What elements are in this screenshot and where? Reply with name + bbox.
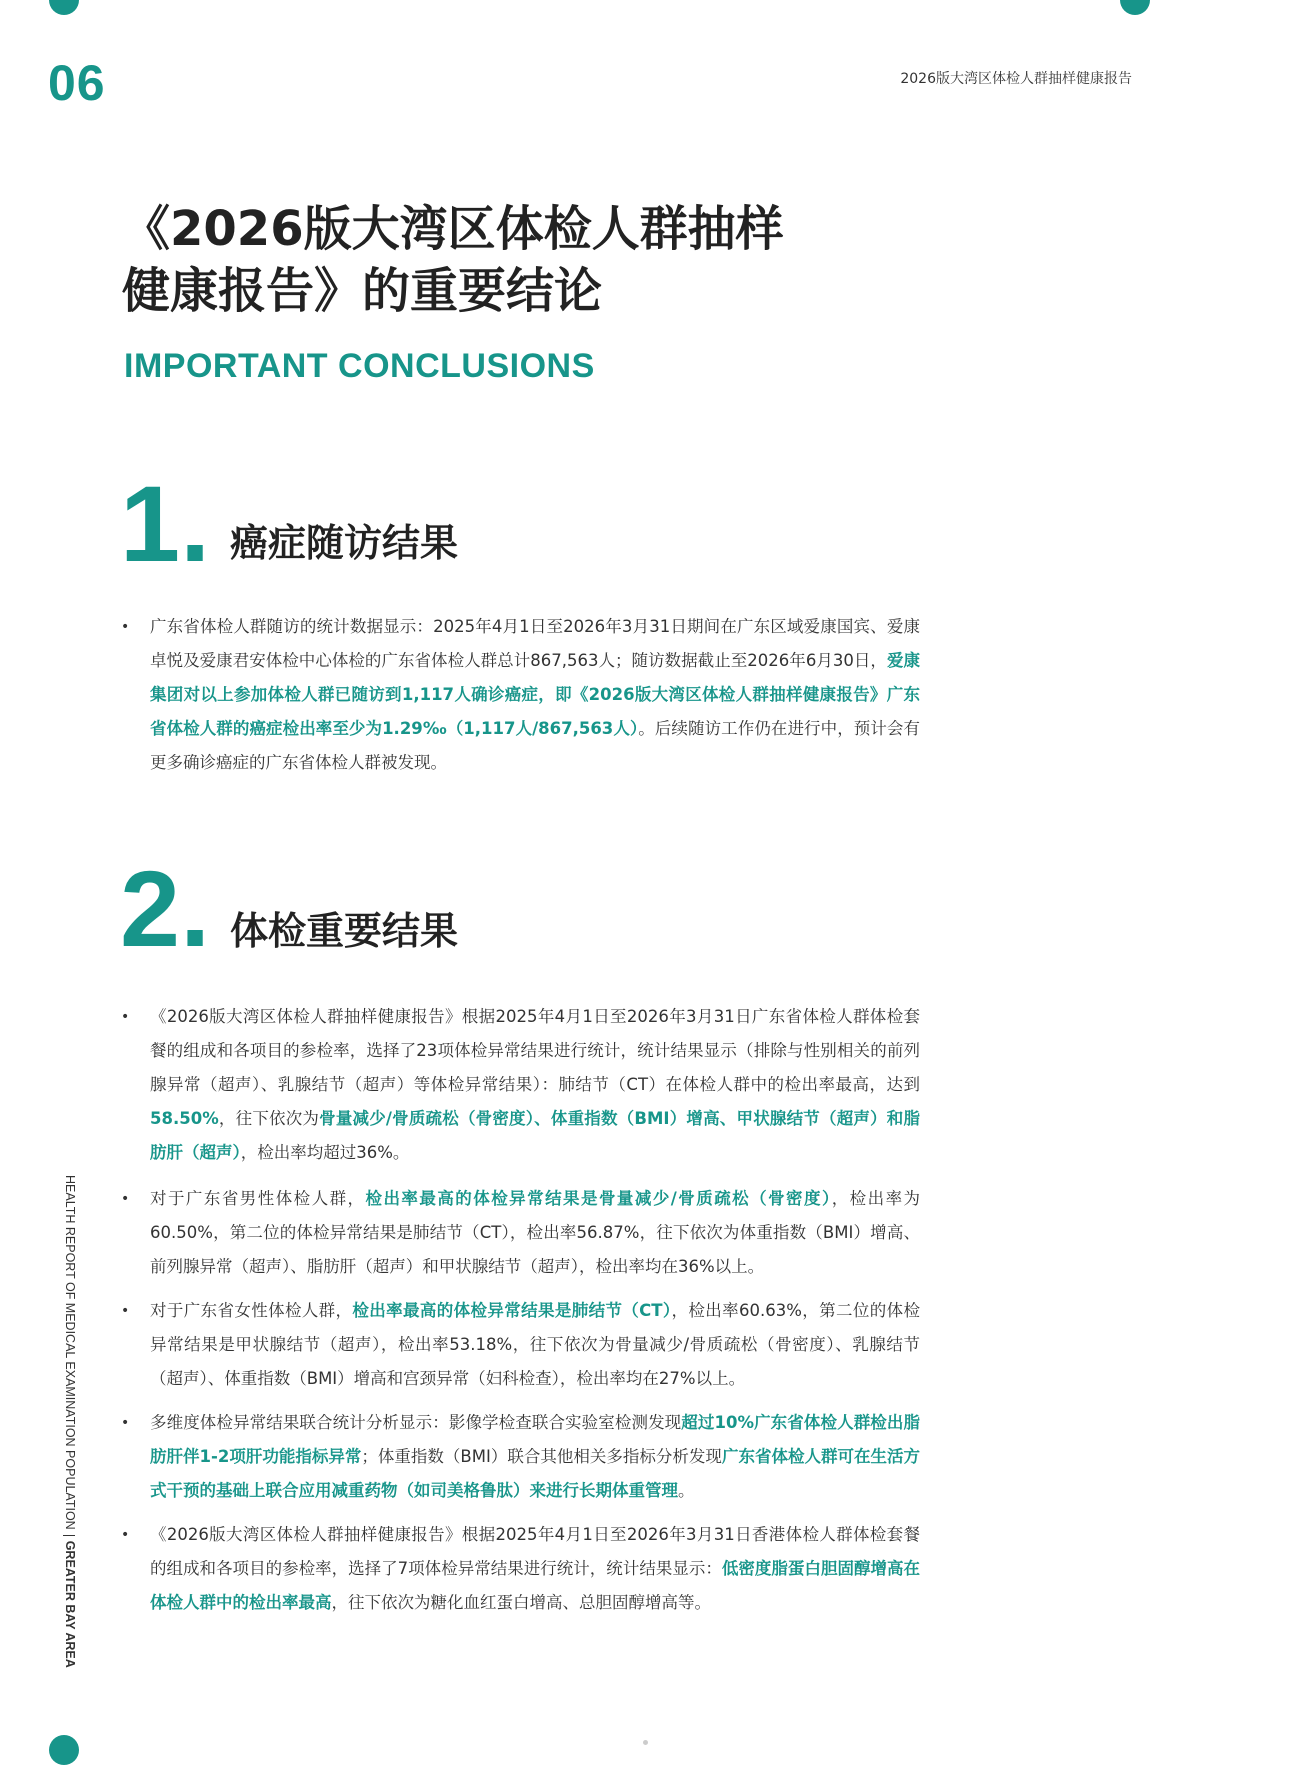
bullet-marker: • <box>121 1527 130 1543</box>
body-text: 对于广东省男性体检人群， <box>150 1189 366 1208</box>
bullet-item <box>120 610 920 780</box>
section-2-title: 体检重要结果 <box>230 909 459 953</box>
page-title <box>122 198 942 322</box>
bullet-item <box>120 1182 920 1284</box>
page-title-line-1: 《2026版大湾区体检人群抽样 <box>122 201 784 257</box>
body-text: 《2026版大湾区体检人群抽样健康报告》根据2025年4月1日至2026年3月31日广东省体检人群体检套餐的组成和各项目的参检率，选择了23项体检异常结果进行统计，统计结果显示（排除与性别相关的前列腺异常（超声）、乳腺结节（超声）等体检异常结果）：肺结节（CT）在体检人群中的检出率最高，达到 <box>150 1007 920 1094</box>
page-number: 06 <box>48 55 106 111</box>
body-text: ，往下依次为 <box>218 1109 320 1128</box>
side-label-divider <box>63 1535 75 1536</box>
footer-dot <box>643 1740 648 1745</box>
decorative-dot-top-left <box>49 0 79 15</box>
section-1-title: 癌症随访结果 <box>230 521 459 565</box>
highlighted-text: 超过10%广东省体检人群检出脂肪肝伴1-2项肝功能指标异常 <box>150 1413 921 1466</box>
highlighted-text: 58.50% <box>150 1109 219 1128</box>
section-1-bullet-list <box>120 610 920 780</box>
body-text: 。后续随访工作仍在进行中，预计会有更多确诊癌症的广东省体检人群被发现。 <box>150 719 921 772</box>
side-label-region: GREATER BAY AREA <box>63 1540 77 1668</box>
body-text: 多维度体检异常结果联合统计分析显示：影像学检查联合实验室检测发现 <box>150 1413 682 1432</box>
highlighted-text: 广东省体检人群可在生活方式干预的基础上联合应用减重药物（如司美格鲁肽）来进行长期体重管理 <box>150 1447 921 1500</box>
bullet-marker: • <box>121 1191 130 1207</box>
bullet-item <box>120 1294 920 1396</box>
section-2-bullet-list <box>120 1000 920 1620</box>
body-text: 《2026版大湾区体检人群抽样健康报告》根据2025年4月1日至2026年3月31日香港体检人群体检套餐的组成和各项目的参检率，选择了7项体检异常结果进行统计，统计结果显示： <box>150 1525 920 1578</box>
bullet-marker: • <box>121 619 130 635</box>
body-text: 对于广东省女性体检人群， <box>150 1301 353 1320</box>
section-2-number: 2. <box>120 848 211 969</box>
bullet-marker: • <box>121 1415 130 1431</box>
running-header: 2026版大湾区体检人群抽样健康报告 <box>900 71 1132 87</box>
page-subtitle: IMPORTANT CONCLUSIONS <box>124 347 595 385</box>
page-title-line-2: 健康报告》的重要结论 <box>122 263 603 319</box>
bullet-marker: • <box>121 1009 130 1025</box>
body-text: 。 <box>678 1481 695 1500</box>
highlighted-text: 爱康集团对以上参加体检人群已随访到1,117人确诊癌症，即《2026版大湾区体检人群抽样健康报告》广东省体检人群的癌症检出率至少为1.29‰（1,117人/867,563人） <box>150 651 920 738</box>
side-label-report: HEALTH REPORT OF MEDICAL EXAMINATION POPULATION <box>63 1175 77 1530</box>
bullet-item <box>120 1518 920 1620</box>
body-text: ，检出率为60.50%，第二位的体检异常结果是肺结节（CT），检出率56.87%，往下依次为体重指数（BMI）增高、前列腺异常（超声）、脂肪肝（超声）和甲状腺结节（超声），检出率均在36%以上。 <box>150 1189 921 1276</box>
body-text: ，往下依次为糖化血红蛋白增高、总胆固醇增高等。 <box>331 1593 711 1612</box>
section-1-number: 1. <box>120 463 211 584</box>
body-text: 广东省体检人群随访的统计数据显示：2025年4月1日至2026年3月31日期间在广东区域爱康国宾、爱康卓悦及爱康君安体检中心体检的广东省体检人群总计867,563人；随访数据截止至2026年6月30日， <box>150 617 920 670</box>
bullet-marker: • <box>121 1303 130 1319</box>
decorative-dot-top-right <box>1120 0 1150 15</box>
highlighted-text: 检出率最高的体检异常结果是肺结节（CT） <box>352 1301 672 1320</box>
highlighted-text: 检出率最高的体检异常结果是骨量减少/骨质疏松（骨密度） <box>365 1189 832 1208</box>
bullet-item <box>120 1000 920 1170</box>
highlighted-text: 低密度脂蛋白胆固醇增高在体检人群中的检出率最高 <box>150 1559 921 1612</box>
body-text: ，检出率60.63%，第二位的体检异常结果是甲状腺结节（超声），检出率53.18%，往下依次为骨量减少/骨质疏松（骨密度）、乳腺结节（超声）、体重指数（BMI）增高和宫颈异常（妇科检查），检出率均在27%以上。 <box>150 1301 920 1388</box>
bullet-item <box>120 1406 920 1508</box>
decorative-dot-bottom-left <box>49 1735 79 1765</box>
side-label <box>60 1175 80 1668</box>
body-text: ，检出率均超过36%。 <box>240 1143 410 1162</box>
highlighted-text: 骨量减少/骨质疏松（骨密度）、体重指数（BMI）增高、甲状腺结节（超声）和脂肪肝（超声） <box>150 1109 920 1162</box>
body-text: ；体重指数（BMI）联合其他相关多指标分析发现 <box>361 1447 722 1466</box>
